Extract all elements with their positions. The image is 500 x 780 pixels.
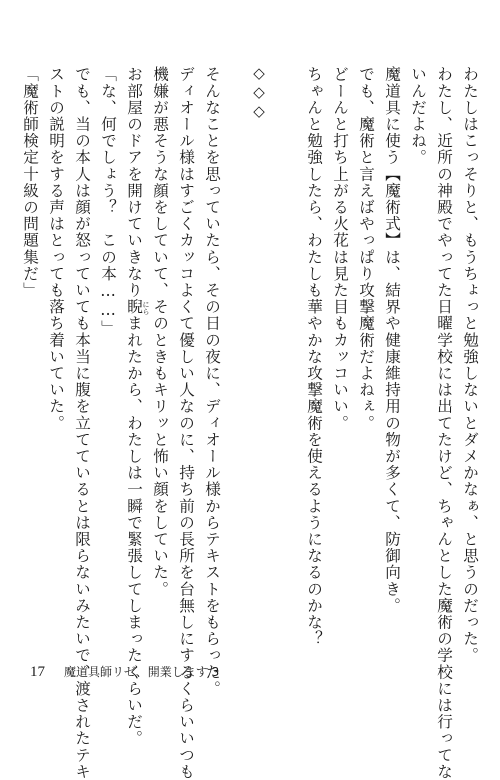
text-column: ちゃんと勉強したら、わたしも華やかな攻撃魔術を使えるようになるのかな？ [305, 66, 323, 647]
text-column: わたしはこっそりと、もうちょっと勉強しないとダメかなぁ、と思うのだった。 [461, 66, 479, 664]
text-column: ストの説明をする声はとっても落ち着いていた。 [47, 66, 65, 432]
section-separator: ◇◇◇ [250, 64, 268, 121]
text-column: ディオール様はすごくカッコよくて優しい人なのに、持ち前の長所を台無しにするくらいいつも [177, 66, 195, 780]
text-column: 魔道具に使う【魔術式】は、結界や健康維持用の物が多くて、防御向き。 [383, 66, 401, 614]
page-number: 17 [30, 664, 45, 680]
page-footer [30, 663, 219, 681]
text-column: お部屋のドアを開けていきなり睨まれたから、わたしは一瞬で緊張してしまったくらいだ。 [125, 66, 143, 747]
text-column: どーんと打ち上がる火花は見た目もカッコいい。 [331, 66, 349, 432]
text-column: 「魔術師検定十級の問題集だ」 [21, 66, 39, 299]
text-column: いんだよね。 [409, 66, 427, 166]
book-title: 魔道具師リゼ、開業します 3 [64, 665, 220, 679]
ruby-annotation: にら [142, 301, 150, 315]
text-column: 機嫌が悪そうな顔をしていて、そのときもキリッと怖い顔をしていた。 [151, 66, 169, 598]
text-column: でも、魔術と言えばやっぱり攻撃魔術だよねぇ。 [357, 66, 375, 432]
text-column: 「な、何でしょう？ この本……」 [99, 66, 117, 337]
text-column: そんなことを思っていたら、その日の夜に、ディオール様からテキストをもらった。 [203, 66, 221, 697]
text-column: わたし、近所の神殿でやってた日曜学校には出てたけど、ちゃんとした魔術の学校には行ってな [435, 66, 453, 780]
text-column: でも、当の本人は顔が怒っていても本当に腹を立てているとは限らないみたいで、渡されたテキ [73, 66, 91, 780]
